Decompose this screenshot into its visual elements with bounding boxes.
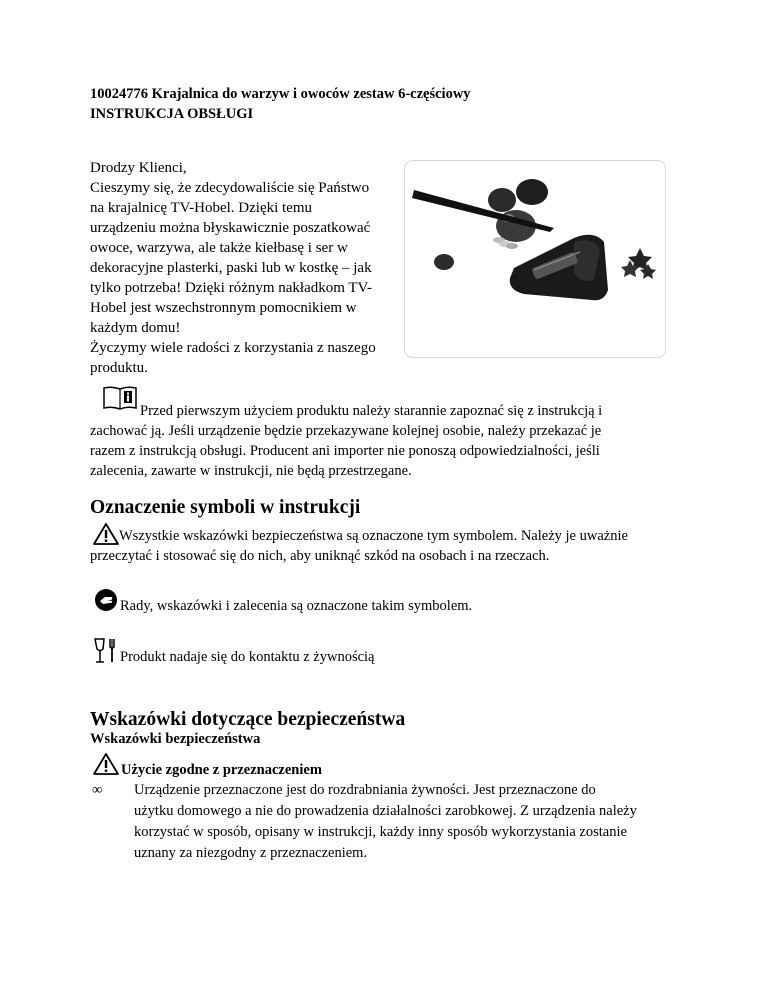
intended-use-title: Użycie zgodne z przeznaczeniem [121, 762, 322, 778]
product-photo [404, 160, 666, 358]
bullet-line: Urządzenie przeznaczone jest do rozdrabniania żywności. Jest przeznaczone do [134, 782, 596, 798]
intro-line: Hobel jest wszechstronnym pomocnikiem w [90, 300, 357, 316]
notice-line: razem z instrukcją obsługi. Producent ani importer nie ponoszą odpowiedzialności, jeśli [90, 443, 600, 459]
intro-line: owoce, warzywa, ale także kiełbasę i ser w [90, 240, 348, 256]
document-header [90, 84, 471, 124]
intro-line: produktu. [90, 360, 148, 376]
intro-line: Drodzy Klienci, [90, 160, 187, 176]
warning-line: Wszystkie wskazówki bezpieczeństwa są oznaczone tym symbolem. Należy je uważnie [119, 528, 628, 544]
intro-line: tylko potrzeba! Dzięki różnym nakładkom TV- [90, 280, 373, 296]
intro-line: na krajalnicę TV-Hobel. Dzięki temu [90, 200, 313, 216]
notice-line: zachować ją. Jeśli urządzenie będzie przekazywane kolejnej osobie, należy przekazać je [90, 423, 602, 439]
bullet-line: uznany za niezgodny z przeznaczeniem. [134, 845, 368, 861]
bullet-line: użytku domowego a nie do prowadzenia działalności zarobkowej. Z urządzenia należy [134, 803, 637, 819]
safety-heading: Wskazówki dotyczące bezpieczeństwa [90, 709, 406, 730]
notice-line: Przed pierwszym użyciem produktu należy starannie zapoznać się z instrukcją i [140, 403, 603, 419]
notice-paragraph [90, 401, 690, 481]
notice-line: zalecenia, zawarte w instrukcji, nie będą przestrzegane. [90, 463, 412, 479]
symbols-heading: Oznaczenie symboli w instrukcji [90, 497, 361, 518]
intro-line: Życzymy wiele radości z korzystania z naszego [90, 340, 376, 356]
warning-icon [92, 752, 120, 776]
safety-subheading: Wskazówki bezpieczeństwa [90, 731, 261, 747]
intro-line: każdym domu! [90, 320, 181, 336]
intro-line: Cieszymy się, że zdecydowaliście się Państwo [90, 180, 370, 196]
product-title: 10024776 Krajalnica do warzyw i owoców zestaw 6-częściowy [90, 86, 471, 102]
warning-line: przeczytać i stosować się do nich, aby uniknąć szkód na osobach i na rzeczach. [90, 548, 550, 564]
tips-paragraph [90, 596, 690, 616]
bullet-mark: ∞ [92, 782, 103, 798]
manual-title: INSTRUKCJA OBSŁUGI [90, 106, 254, 122]
food-paragraph [90, 647, 690, 667]
food-line: Produkt nadaje się do kontaktu z żywnością [120, 649, 375, 665]
intro-line: urządzeniu można błyskawicznie poszatkować [90, 220, 371, 236]
intro-text [90, 158, 390, 378]
intro-line: dekoracyjne plasterki, paski lub w kostkę – jak [90, 260, 372, 276]
bullet-line: korzystać w sposób, opisany w instrukcji, każdy inny sposób wykorzystania zostanie [134, 824, 627, 840]
warning-paragraph [90, 526, 690, 566]
tips-line: Rady, wskazówki i zalecenia są oznaczone takim symbolem. [120, 598, 473, 614]
